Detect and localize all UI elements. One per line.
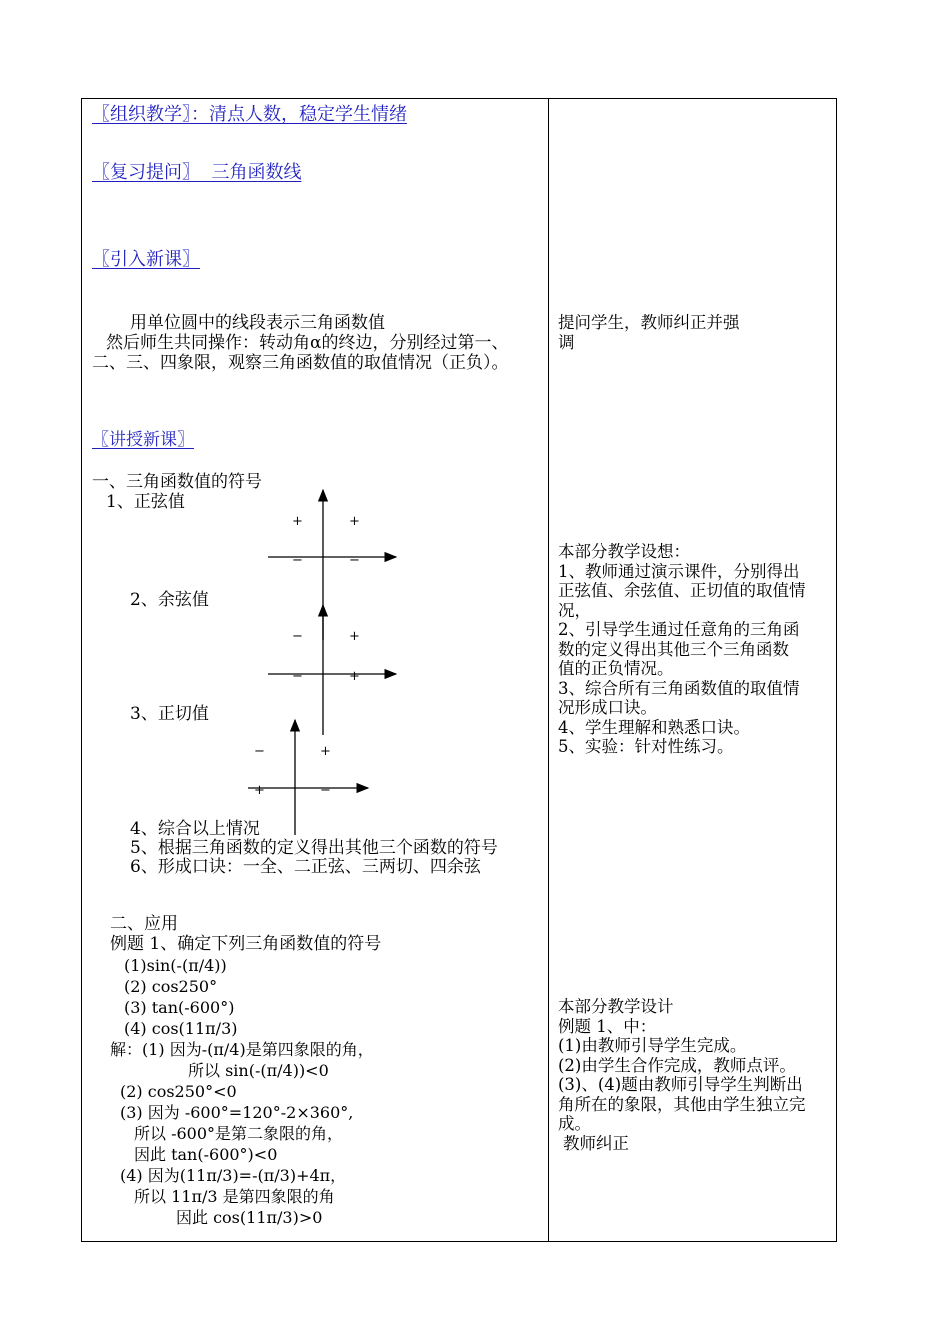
- plan-3a: (3)、(4)题由教师引导学生判断出: [558, 1075, 803, 1094]
- mnemonic-line: 6、形成口诀：一全、二正弦、三两切、四余弦: [130, 857, 481, 877]
- plan-0: 例题 1、中：: [558, 1016, 657, 1036]
- tangent-q2-sign: −: [254, 744, 265, 759]
- ask-line-1: 提问学生，教师纠正并强: [558, 313, 740, 332]
- plan-3b: 角所在的象限，其他由学生独立完: [558, 1094, 806, 1114]
- heading-org: 〖组织教学〗：: [92, 104, 209, 125]
- sine-q3-sign: −: [292, 553, 303, 568]
- ask-line-2: 调: [558, 332, 575, 352]
- design-2c: 值的正负情况。: [558, 659, 674, 678]
- design-2b: 数的定义得出其他三个三角函数: [558, 639, 789, 659]
- design-1b: 正弦值、余弦值、正切值的取值情: [558, 581, 806, 600]
- tangent-sign-diagram: [240, 715, 390, 840]
- right-note-design: [558, 542, 840, 757]
- cosine-q1-sign: +: [349, 629, 360, 644]
- solution-4a: (4) 因为(11π/3)=-(π/3)+4π，: [120, 1166, 347, 1185]
- tangent-q3-sign: +: [254, 783, 265, 798]
- review-text: 三角函数线: [211, 162, 302, 183]
- intro-line-3: 二、三、四象限，观察三角函数值的取值情况（正负）。: [92, 353, 509, 373]
- solution-3b: 所以 -600°是第二象限的角，: [134, 1124, 344, 1143]
- solution-1b: 所以 sin(-(π/4))<0: [188, 1061, 329, 1080]
- sine-label: 1、正弦值: [106, 492, 185, 512]
- sine-q1-sign: +: [349, 514, 360, 529]
- design-3a: 3、综合所有三角函数值的取值情: [558, 678, 800, 698]
- design-4: 4、学生理解和熟悉口诀。: [558, 717, 750, 737]
- section-review: [92, 163, 301, 183]
- section-org: [92, 105, 407, 125]
- cosine-q3-sign: −: [292, 669, 303, 684]
- solution-3c: 因此 tan(-600°)<0: [134, 1145, 278, 1164]
- solution-2: (2) cos250°<0: [120, 1082, 237, 1101]
- solution-4c: 因此 cos(11π/3)>0: [176, 1208, 323, 1227]
- question-2: (2) cos250°: [124, 977, 218, 996]
- tangent-q1-sign: +: [320, 744, 331, 759]
- cosine-q4-sign: +: [349, 669, 360, 684]
- intro-line-2: 然后师生共同操作：转动角α的终边，分别经过第一、: [106, 333, 509, 353]
- plan-3c: 成。: [558, 1114, 591, 1133]
- sine-q4-sign: −: [349, 553, 360, 568]
- design-3b: 况形成口诀。: [558, 698, 657, 717]
- question-3: (3) tan(-600°): [124, 998, 235, 1017]
- plan-2: (2)由学生合作完成，教师点评。: [558, 1055, 796, 1075]
- heading-teach: 〖讲授新课〗: [92, 430, 194, 450]
- column-divider: [548, 98, 549, 1242]
- heading-intro: 〖引入新课〗: [92, 249, 200, 270]
- design-1c: 况，: [558, 600, 591, 620]
- question-1: (1)sin(-(π/4)): [124, 956, 227, 975]
- example-title: 例题 1、确定下列三角函数值的符号: [110, 934, 382, 954]
- right-note-ask: [558, 313, 840, 352]
- plan-title: 本部分教学设计: [558, 997, 674, 1016]
- plan-4: 教师纠正: [563, 1133, 629, 1153]
- design-2a: 2、引导学生通过任意角的三角函: [558, 620, 800, 639]
- solution-4b: 所以 11π/3 是第四象限的角: [134, 1187, 335, 1206]
- derive-line: 5、根据三角函数的定义得出其他三个函数的符号: [130, 838, 498, 858]
- design-1a: 1、教师通过演示课件，分别得出: [558, 561, 800, 581]
- cosine-q2-sign: −: [292, 629, 303, 644]
- heading-review: 〖复习提问〗: [92, 162, 200, 183]
- design-title: 本部分教学设想：: [558, 542, 690, 561]
- solution-3a: (3) 因为 -600°=120°-2×360°,: [120, 1103, 354, 1122]
- org-text: 清点人数，稳定学生情绪: [209, 104, 407, 125]
- tangent-label: 3、正切值: [130, 704, 209, 724]
- question-4: (4) cos(11π/3): [124, 1019, 238, 1038]
- combine-line: 4、综合以上情况: [130, 819, 260, 839]
- section-1-title: 一、三角函数值的符号: [92, 472, 262, 492]
- cosine-label: 2、余弦值: [130, 590, 209, 610]
- section-2-title: 二、应用: [110, 914, 178, 934]
- right-note-plan: [558, 997, 840, 1153]
- sine-q2-sign: +: [292, 514, 303, 529]
- plan-1: (1)由教师引导学生完成。: [558, 1036, 747, 1055]
- intro-line-1: 用单位圆中的线段表示三角函数值: [130, 313, 385, 333]
- tangent-q4-sign: −: [320, 783, 331, 798]
- solution-1a: 解：(1) 因为-(π/4)是第四象限的角，: [110, 1040, 374, 1059]
- design-5: 5、实验：针对性练习。: [558, 737, 734, 756]
